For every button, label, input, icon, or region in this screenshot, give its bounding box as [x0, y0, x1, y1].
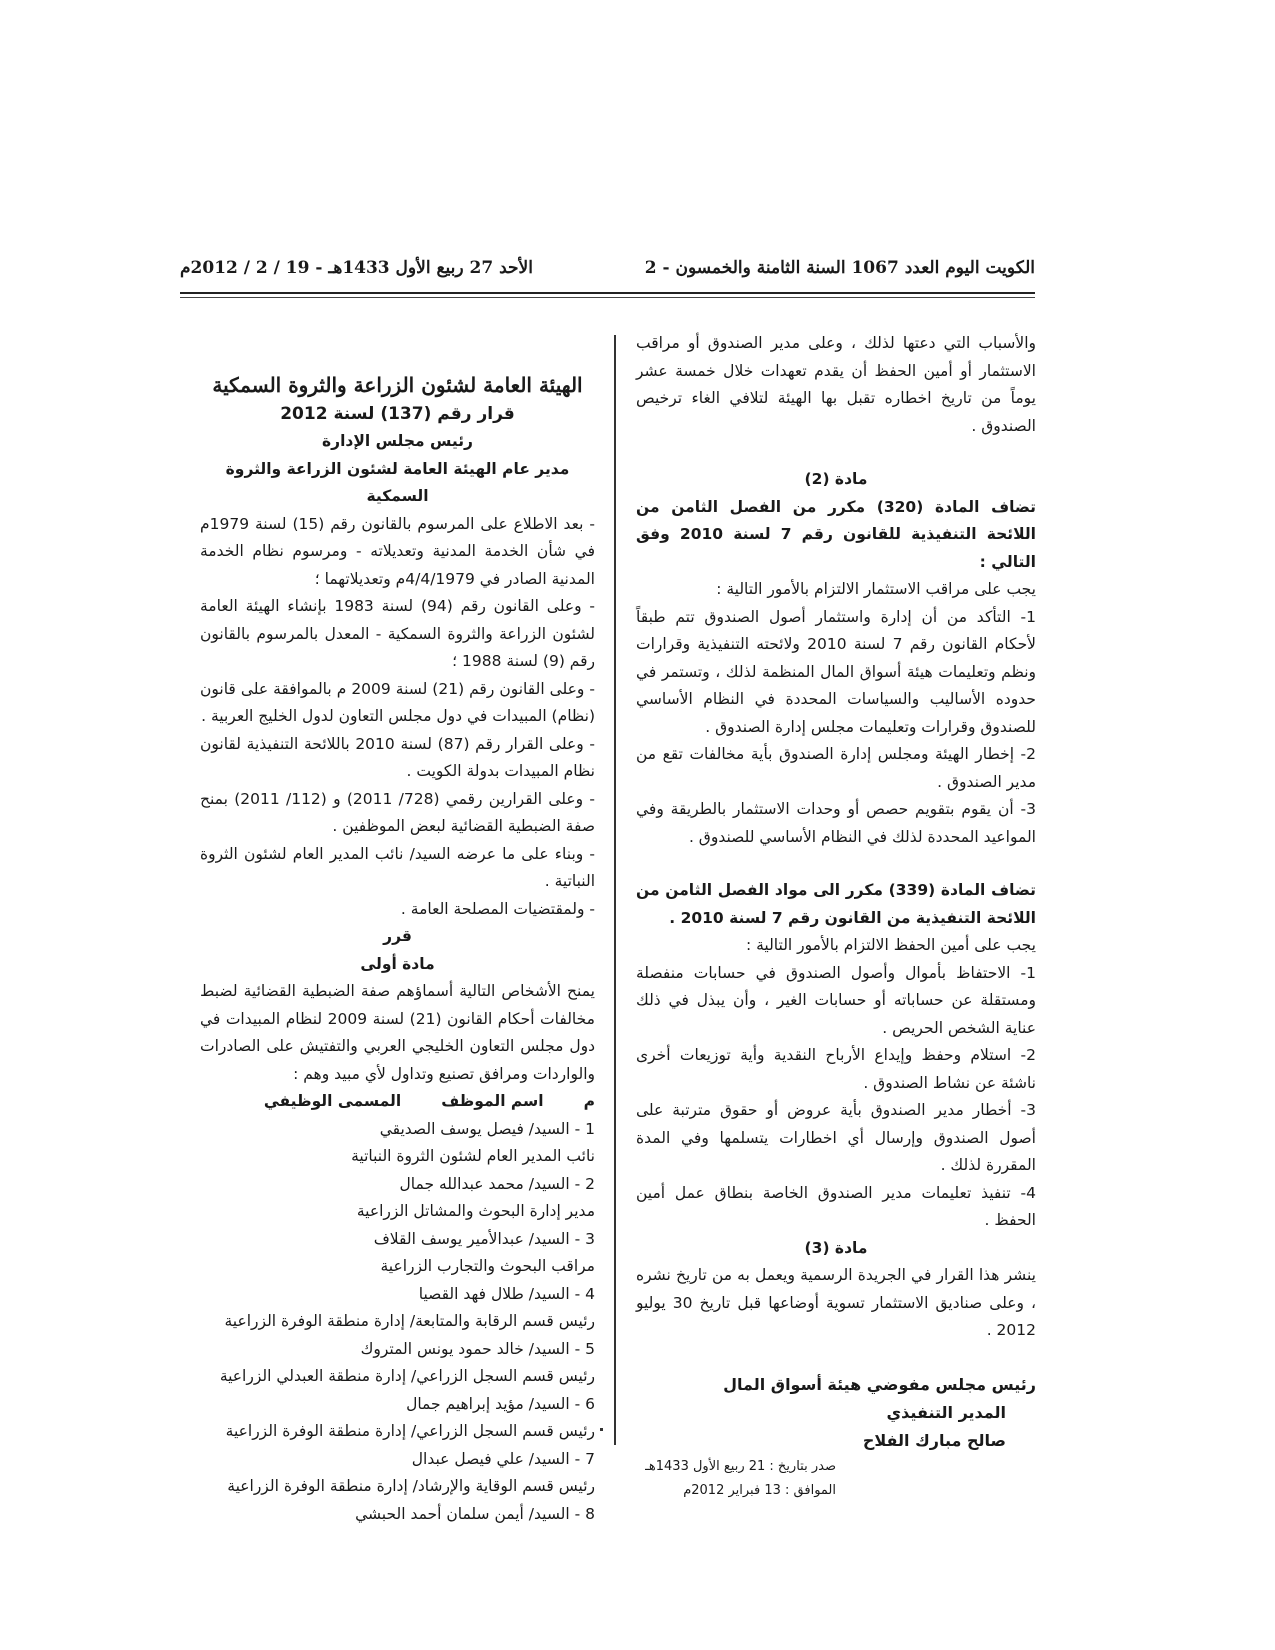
staff-title: رئيس قسم الوقاية والإرشاد/ إدارة منطقة الوفرة الزراعية [227, 1477, 595, 1495]
staff-name: 1 - السيد/ فيصل يوسف الصديقي [379, 1119, 595, 1138]
staff-title: رئيس قسم السجل الزراعي/ إدارة منطقة الوفرة الزراعية [225, 1422, 595, 1440]
list-item: 3- أن يقوم بتقويم حصص أو وحدات الاستثمار بالطريقة وفي المواعيد المحددة لذلك في النظام الأساسي للصندوق . [636, 800, 1036, 846]
article-2b-lead: يجب على أمين الحفظ الالتزام بالأمور التالية : [745, 936, 1036, 954]
authority-title: الهيئة العامة لشئون الزراعة والثروة السمكية [212, 373, 583, 397]
recital: - وعلى القرارين رقمي (728/ 2011) و (112/ 2011) بمنح صفة الضبطية القضائية لبعض الموظفين . [200, 789, 595, 835]
header-rule-thin [180, 297, 1035, 298]
staff-name: 5 - السيد/ خالد حمود يونس المتروك [360, 1339, 595, 1358]
staff-table-header [200, 1088, 595, 1116]
signature-role: المدير التنفيذي [886, 1402, 1006, 1422]
signature-block [636, 1371, 1036, 1455]
article-3-text: ينشر هذا القرار في الجريدة الرسمية ويعمل به من تاريخ نشره ، وعلى صناديق الاستثمار تسوية أوضاعها قبل تاريخ 30 يوليو 2012 . [636, 1266, 1037, 1339]
column-divider [614, 335, 616, 1445]
staff-name: 6 - السيد/ مؤيد إبراهيم جمال [406, 1394, 595, 1413]
staff-name: 4 - السيد/ طلال فهد القصيا [418, 1284, 595, 1303]
article-2-intro: تضاف المادة (320) مكرر من الفصل الثامن من اللائحة التنفيذية للقانون رقم 7 لسنة 2010 وفق التالي : [636, 497, 1036, 571]
staff-title: مدير إدارة البحوث والمشاتل الزراعية [356, 1202, 595, 1220]
staff-title: رئيس قسم السجل الزراعي/ إدارة منطقة العبدلي الزراعية [219, 1367, 595, 1385]
signature-name: صالح مبارك الفلاح [862, 1430, 1006, 1450]
recital: - بعد الاطلاع على المرسوم بالقانون رقم (15) لسنة 1979م في شأن الخدمة المدنية وتعديلاته - ومرسوم نظام الخدمة المدنية الصادر في 4/4/1979م وتعديلاتهما ؛ [200, 514, 595, 588]
list-item: 4- تنفيذ تعليمات مدير الصندوق الخاصة بنطاق عمل أمين الحفظ . [636, 1183, 1036, 1229]
right-column [636, 330, 1036, 1503]
issue-dates [636, 1455, 1036, 1503]
chair-title: رئيس مجلس الإدارة [322, 432, 473, 450]
list-item: 3- أخطار مدير الصندوق بأية عروض أو حقوق مترتبة على أصول الصندوق وإرسال أي اخطارات يتسلمها وفي المدة المقررة لذلك . [636, 1101, 1036, 1174]
header-rule [180, 292, 1035, 294]
list-item: 1- التأكد من أن إدارة واستثمار أصول الصندوق تتم طبقاً لأحكام القانون رقم 7 لسنة 2010 ولائحته التنفيذية وقرارات ونظم وتعليمات هيئة أسواق المال المنظمة لذلك ، وتستمر في حدوده الأساليب والسياسات المحددة في النظام الأساسي للصندوق وقرارات وتعليمات مجلس إدارة الصندوق . [636, 607, 1036, 736]
decided-heading: قرر [383, 927, 412, 945]
staff-name: 3 - السيد/ عبدالأمير يوسف القلاف [373, 1229, 595, 1248]
article-3-title: مادة (3) [804, 1238, 868, 1257]
article-1-text: يمنح الأشخاص التالية أسماؤهم صفة الضبطية القضائية لضبط مخالفات أحكام القانون (21) لسنة 2009 لنظام المبيدات في دول مجلس التعاون الخليجي العربي والتفتيش على الصادرات والواردات ومرافق تصنيع وتداول لأي مبيد وهم : [200, 982, 595, 1083]
header-date: الأحد 27 ربيع الأول 1433هـ - 19 / 2 / 2012م [180, 258, 533, 278]
recital: - ولمقتضيات المصلحة العامة . [400, 899, 595, 918]
staff-list [200, 1116, 595, 1529]
recital: - وبناء على ما عرضه السيد/ نائب المدير العام لشئون الثروة النباتية . [200, 844, 595, 890]
staff-title: مراقب البحوث والتجارب الزراعية [380, 1257, 595, 1275]
scan-mark [600, 1428, 603, 1431]
staff-name: 8 - السيد/ أيمن سلمان أحمد الحبشي [355, 1504, 595, 1523]
issue-date-gregorian: الموافق : 13 فبراير 2012م [683, 1482, 836, 1498]
decision-title: قرار رقم (137) لسنة 2012 [280, 404, 515, 424]
article-2-title: مادة (2) [804, 470, 868, 488]
col-name-header: اسم الموظف [441, 1092, 544, 1110]
issue-date-hijri: صدر بتاريخ : 21 ربيع الأول 1433هـ [645, 1458, 836, 1474]
col-number-header: م [583, 1092, 595, 1110]
paragraph: والأسباب التي دعتها لذلك ، وعلى مدير الصندوق أو مراقب الاستثمار أو أمين الحفظ أن يقدم تعهدات خلال خمسة عشر يوماً من تاريخ اخطاره تقبل بها الهيئة لتلافي الغاء ترخيص الصندوق . [636, 334, 1036, 435]
staff-title: رئيس قسم الرقابة والمتابعة/ إدارة منطقة الوفرة الزراعية [224, 1312, 595, 1330]
col-title-header: المسمى الوظيفي [263, 1092, 402, 1110]
list-item: 1- الاحتفاظ بأموال وأصول الصندوق في حسابات منفصلة ومستقلة عن حساباته أو حسابات الغير ، وأن يبذل في ذلك عناية الشخص الحريص . [636, 963, 1036, 1037]
signature-title: رئيس مجلس مفوضي هيئة أسواق المال [723, 1374, 1036, 1394]
page-header [180, 250, 1035, 286]
left-column [200, 370, 595, 1528]
recital: - وعلى القانون رقم (94) لسنة 1983 بإنشاء الهيئة العامة لشئون الزراعة والثروة السمكية - المعدل بالمرسوم بالقانون رقم (9) لسنة 1988 ؛ [200, 597, 595, 670]
header-gazette-issue: الكويت اليوم العدد 1067 السنة الثامنة والخمسون - 2 [644, 258, 1035, 278]
article-1-title: مادة أولى [360, 954, 435, 973]
recital: - وعلى القانون رقم (21) لسنة 2009 م بالموافقة على قانون (نظام) المبيدات في دول مجلس التعاون لدول الخليج العربية . [200, 679, 595, 725]
article-2-lead: يجب على مراقب الاستثمار الالتزام بالأمور التالية : [716, 580, 1036, 598]
recital: - وعلى القرار رقم (87) لسنة 2010 باللائحة التنفيذية لقانون نظام المبيدات بدولة الكويت . [200, 734, 595, 780]
staff-name: 2 - السيد/ محمد عبدالله جمال [399, 1174, 595, 1193]
staff-name: 7 - السيد/ علي فيصل عبدال [411, 1449, 595, 1468]
article-2b-intro: تضاف المادة (339) مكرر الى مواد الفصل الثامن من اللائحة التنفيذية من القانون رقم 7 لسنة 2010 . [636, 881, 1036, 927]
staff-title: نائب المدير العام لشئون الثروة النباتية [351, 1147, 595, 1165]
list-item: 2- استلام وحفظ وإيداع الأرباح النقدية وأية توزيعات أخرى ناشئة عن نشاط الصندوق . [636, 1046, 1036, 1092]
list-item: 2- إخطار الهيئة ومجلس إدارة الصندوق بأية مخالفات تقع من مدير الصندوق . [636, 745, 1036, 791]
director-general-title: مدير عام الهيئة العامة لشئون الزراعة والثروة السمكية [225, 459, 570, 505]
